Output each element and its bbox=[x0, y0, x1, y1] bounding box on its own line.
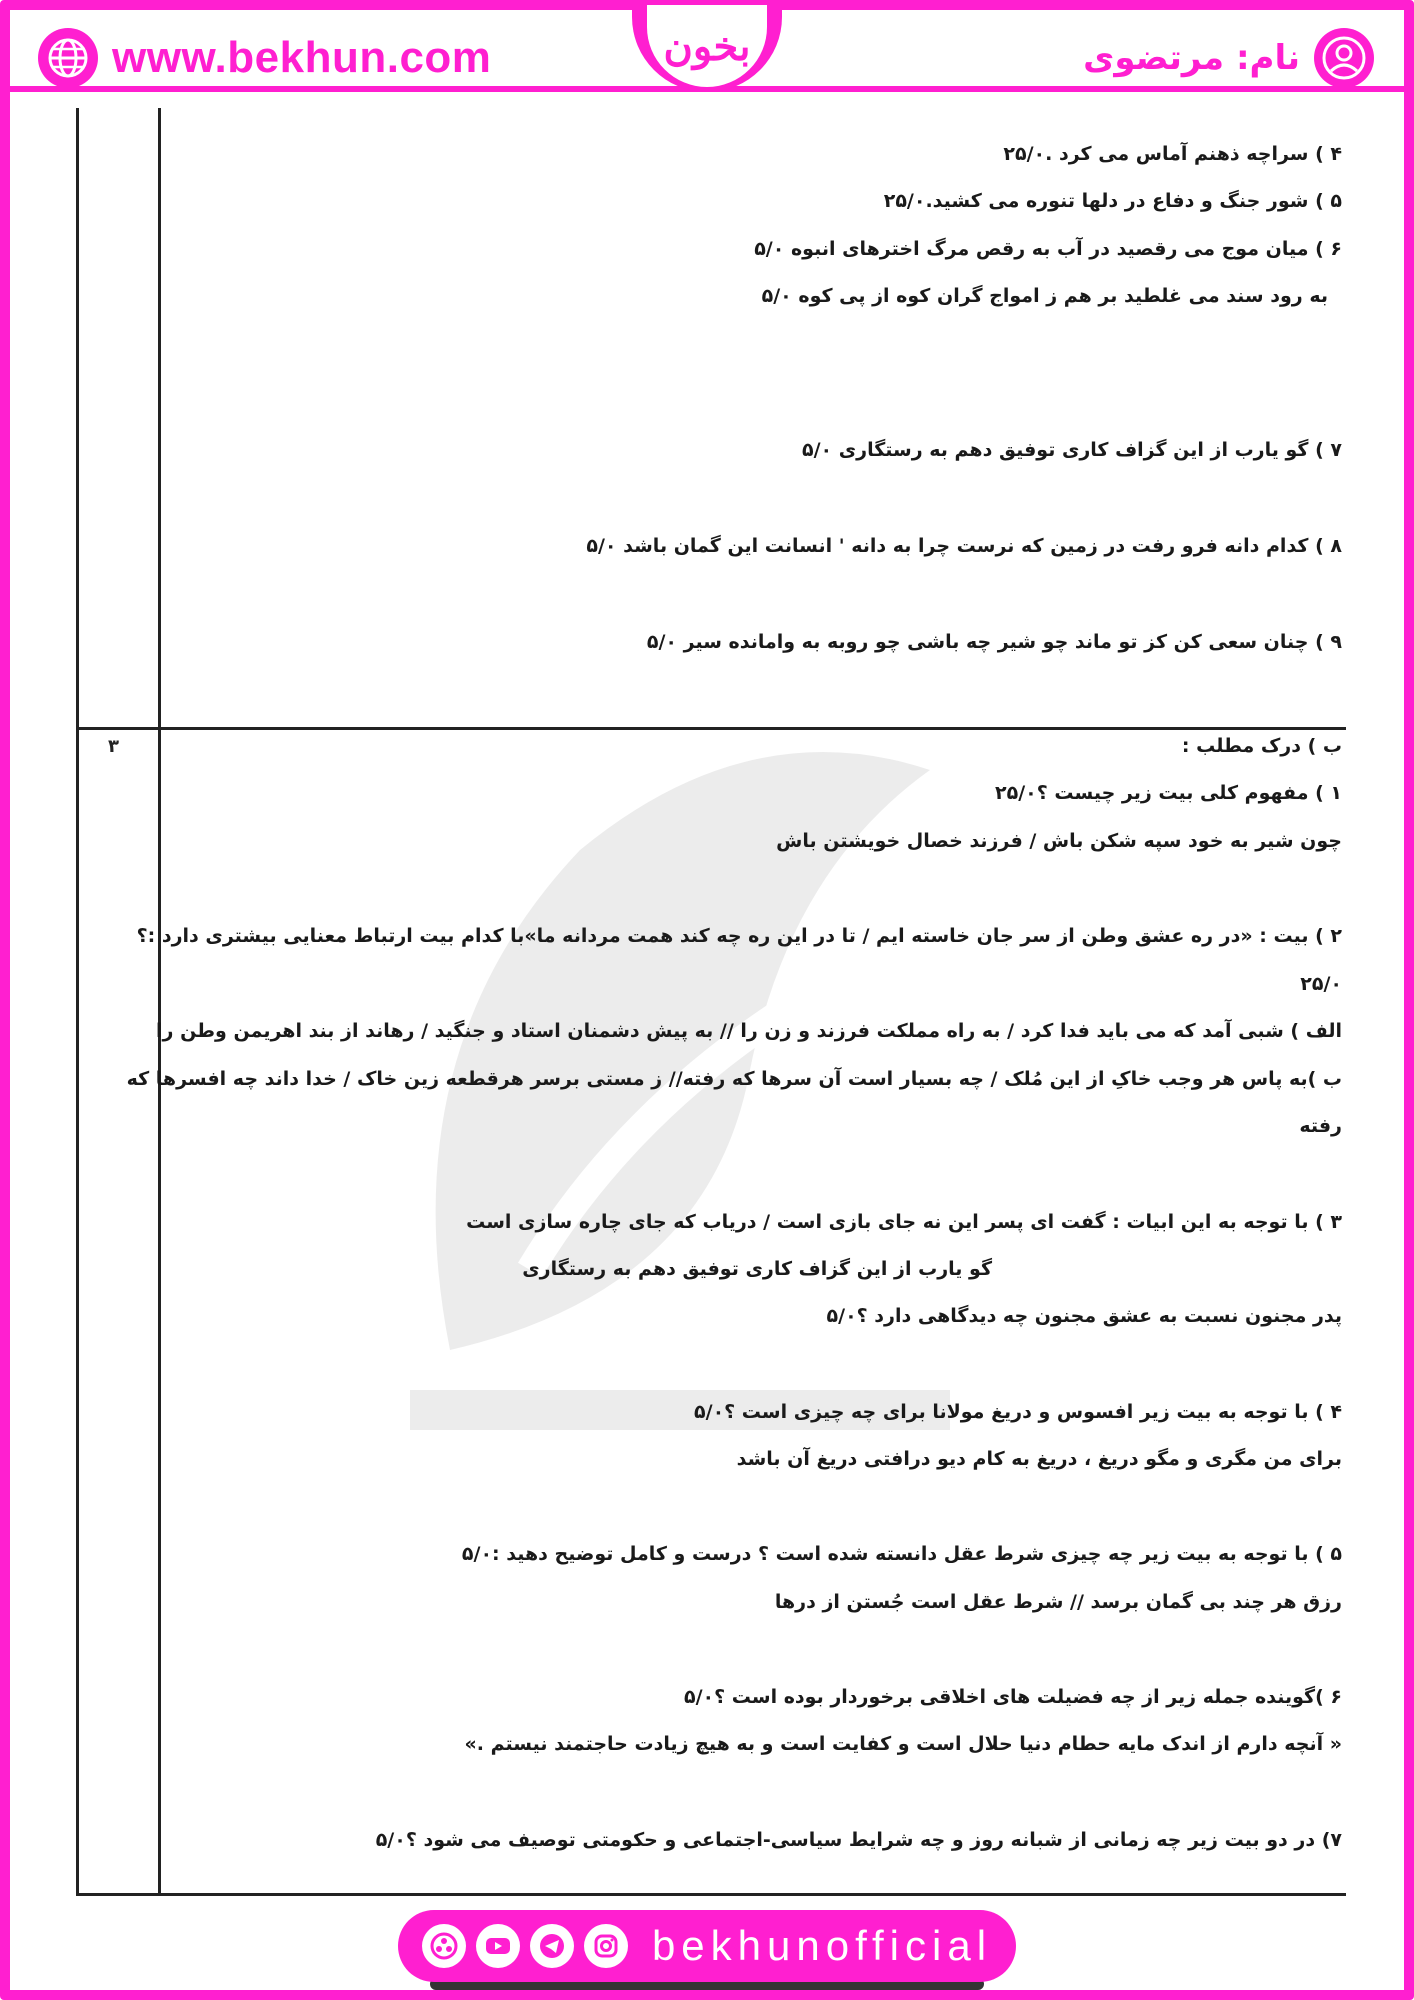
social-handle[interactable]: bekhunofficial bbox=[651, 1922, 993, 1969]
question-line: ۶ )گوینده جمله زیر از چه فضیلت های اخلاقی برخوردار بوده است ؟۵/۰ bbox=[684, 1686, 1342, 1708]
score-column-divider bbox=[158, 108, 161, 1896]
youtube-icon[interactable] bbox=[476, 1924, 520, 1968]
question-line: پدر مجنون نسبت به عشق مجنون چه دیدگاهی دارد ؟۵/۰ bbox=[826, 1305, 1342, 1327]
question-line: ۱ ) مفهوم کلی بیت زیر چیست ؟۲۵/۰ bbox=[995, 782, 1342, 804]
question-line: ۲۵/۰ bbox=[1300, 973, 1342, 995]
telegram-icon[interactable] bbox=[530, 1924, 574, 1968]
site-url[interactable]: www.bekhun.com bbox=[112, 33, 492, 82]
name-label: نام: مرتضوی bbox=[1083, 38, 1300, 78]
verse-line: گو یارب از این گزاف کاری توفیق دهم به رستگاری bbox=[522, 1258, 992, 1280]
verse-line: رزق هر چند بی گمان برسد // شرط عقل است جُستن از درها bbox=[774, 1591, 1342, 1613]
question-line: ۵ ) شور جنگ و دفاع در دلها تنوره می کشید.۲۵/۰ bbox=[883, 190, 1342, 212]
option-line: ب )به پاس هر وجب خاکِ از این مُلک / چه بسیار است آن سرها که رفته// ز مستی برسر هرقطعه زین خاک / خدا داند چه افسرها که bbox=[126, 1068, 1342, 1090]
student-name bbox=[1083, 28, 1374, 88]
question-line: ۵ ) با توجه به بیت زیر چه چیزی شرط عقل دانسته شده است ؟ درست و کامل توضیح دهید :۵/۰ bbox=[461, 1543, 1342, 1565]
verse-line: برای من مگری و مگو دریغ ، دریغ به کام دیو درافتی دریغ آن باشد bbox=[736, 1448, 1342, 1470]
option-line: رفته bbox=[1299, 1115, 1342, 1137]
section-title: ب ) درک مطلب : bbox=[1181, 735, 1342, 757]
table-left-border bbox=[76, 108, 79, 1896]
quote-line: « آنچه دارم از اندک مایه حطام دنیا حلال است و کفایت است و به هیچ زیادت حاجتمند نیستم .» bbox=[464, 1733, 1342, 1755]
section-b bbox=[126, 732, 1342, 1882]
user-icon bbox=[1314, 28, 1374, 88]
table-bottom-border bbox=[76, 1893, 1346, 1896]
question-line: ۴ ) با توجه به بیت زیر افسوس و دریغ مولانا برای چه چیزی است ؟۵/۰ bbox=[694, 1401, 1342, 1423]
site-link[interactable] bbox=[38, 28, 491, 88]
globe-icon bbox=[38, 28, 98, 88]
question-line: ۹ ) چنان سعی کن کز تو ماند چو شیر چه باشی چو روبه به وامانده سیر ۵/۰ bbox=[646, 631, 1342, 653]
logo-text: بخون bbox=[663, 22, 751, 70]
community-icon[interactable] bbox=[422, 1924, 466, 1968]
section-a bbox=[170, 140, 1342, 680]
social-footer bbox=[398, 1910, 1016, 1982]
question-line: ۳ ) با توجه به این ابیات : گفت ای پسر این نه جای بازی است / دریاب که جای چاره سازی است bbox=[466, 1211, 1342, 1233]
question-line: ۲ ) بیت : «در ره عشق وطن از سر جان خاسته ایم / تا در این ره چه کند همت مردانه ما»با کدام بیت ارتباط معنایی بیشتری دارد :؟ bbox=[136, 925, 1342, 947]
question-line: ۶ ) میان موج می رقصید در آب به رقص مرگ اخترهای انبوه ۵/۰ bbox=[754, 238, 1342, 260]
logo-mark bbox=[647, 5, 767, 87]
verse-line: چون شیر به خود سپه شکن باش / فرزند خصال خویشتن باش bbox=[776, 830, 1342, 852]
question-line: ۷) در دو بیت زیر چه زمانی از شبانه روز و چه شرایط سیاسی-اجتماعی و حکومتی توصیف می شود ؟۵/۰ bbox=[375, 1829, 1342, 1851]
question-line: ۷ ) گو یارب از این گزاف کاری توفیق دهم به رستگاری ۵/۰ bbox=[801, 439, 1342, 461]
section-b-score: ۳ bbox=[108, 736, 119, 757]
option-line: الف ) شبی آمد که می باید فدا کرد / به راه مملکت فرزند و زن را // به پیش دشمنان استاد و جنگید / رهاند از بند اهریمن وطن را bbox=[156, 1020, 1342, 1042]
section-divider bbox=[76, 727, 1346, 730]
instagram-icon[interactable] bbox=[584, 1924, 628, 1968]
question-line: به رود سند می غلطید بر هم ز امواج گران کوه از پی کوه ۵/۰ bbox=[761, 285, 1328, 307]
question-line: ۸ ) کدام دانه فرو رفت در زمین که نرست چرا به دانه ' انسانت این گمان باشد ۵/۰ bbox=[586, 535, 1342, 557]
question-line: ۴ ) سراچه ذهنم آماس می کرد .۲۵/۰ bbox=[1003, 143, 1342, 165]
